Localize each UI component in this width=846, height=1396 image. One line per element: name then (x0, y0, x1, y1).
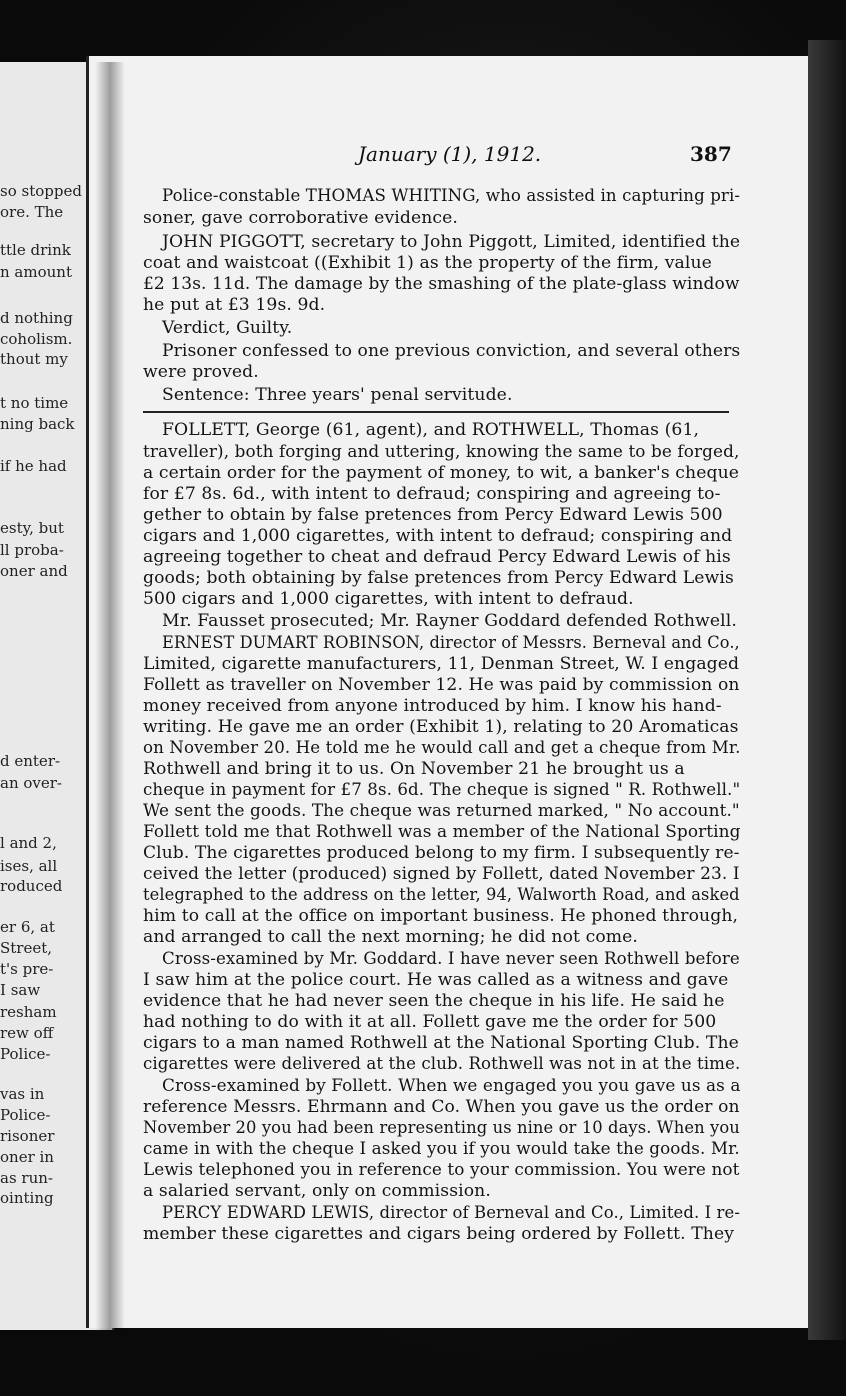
text-line: cigars to a man named Rothwell at the National Sporting Club. The (143, 1033, 739, 1053)
text-line: coat and waistcoat ((Exhibit 1) as the property of the firm, value (143, 253, 712, 273)
text-line: ceived the letter (produced) signed by Follett, dated November 23. I (143, 864, 740, 884)
text-line: Rothwell and bring it to us. On November 21 he brought us a (143, 759, 685, 779)
text-line: Police-constable THOMAS WHITING, who assisted in capturing pri- (162, 186, 741, 206)
text-line: money received from anyone introduced by him. I know his hand- (143, 696, 722, 716)
left-fragment: ning back (0, 415, 75, 433)
text-line: for £7 8s. 6d., with intent to defraud; conspiring and agreeing to- (143, 484, 721, 504)
text-line: came in with the cheque I asked you if you would take the goods. Mr. (143, 1139, 740, 1159)
text-line: Club. The cigarettes produced belong to my firm. I subsequently re- (143, 843, 740, 863)
text-line: member these cigarettes and cigars being ordered by Follett. They (143, 1224, 735, 1244)
left-fragment: Police- (0, 1045, 51, 1063)
text-line: and arranged to call the next morning; he did not come. (143, 927, 638, 947)
text-line: he put at £3 19s. 9d. (143, 295, 326, 315)
text-line: Prisoner confessed to one previous conviction, and several others (162, 341, 741, 361)
text-line: writing. He gave me an order (Exhibit 1), relating to 20 Aromaticas (143, 717, 739, 737)
page-edge (808, 40, 846, 1340)
text-line: November 20 you had been representing us nine or 10 days. When you (143, 1118, 740, 1138)
text-line: reference Messrs. Ehrmann and Co. When you gave us the order on (143, 1097, 740, 1117)
text-line: 500 cigars and 1,000 cigarettes, with intent to defraud. (143, 589, 634, 609)
text-line: gether to obtain by false pretences from Percy Edward Lewis 500 (143, 505, 723, 525)
left-fragment: t no time (0, 394, 69, 412)
text-line: ERNEST DUMART ROBINSON, director of Messrs. Berneval and Co., (162, 633, 740, 653)
text-line: agreeing together to cheat and defraud Percy Edward Lewis of his (143, 547, 731, 567)
left-fragment: an over- (0, 774, 62, 792)
left-fragment: t's pre- (0, 960, 54, 978)
text-line: him to call at the office on important business. He phoned through, (143, 906, 739, 926)
text-line: Verdict, Guilty. (162, 318, 293, 338)
text-line: cheque in payment for £7 8s. 6d. The cheque is signed " R. Rothwell." (143, 780, 741, 800)
left-fragment: coholism. (0, 330, 73, 348)
left-fragment: ore. The (0, 203, 64, 221)
gutter-shadow (95, 62, 125, 1330)
text-line: £2 13s. 11d. The damage by the smashing of the plate-glass window (143, 274, 740, 294)
text-line: traveller), both forging and uttering, knowing the same to be forged, (143, 442, 740, 462)
text-line: soner, gave corroborative evidence. (143, 208, 458, 228)
text-line: Mr. Fausset prosecuted; Mr. Rayner Goddard defended Rothwell. (162, 611, 737, 631)
section-divider (143, 411, 729, 413)
text-line: Sentence: Three years' penal servitude. (162, 385, 513, 405)
left-fragment: resham (0, 1003, 57, 1021)
left-fragment: d nothing (0, 309, 73, 327)
text-line: a certain order for the payment of money, to wit, a banker's cheque (143, 463, 740, 483)
left-fragment: ll proba- (0, 541, 64, 559)
left-fragment: oner and (0, 562, 68, 580)
running-head: January (1), 1912. (358, 142, 542, 166)
left-fragment: as run- (0, 1169, 53, 1187)
left-fragment: ointing (0, 1189, 54, 1207)
text-line: Cross-examined by Mr. Goddard. I have never seen Rothwell before (162, 949, 740, 969)
left-fragment: Street, (0, 939, 53, 957)
page-number: 387 (690, 142, 732, 166)
text-line: were proved. (143, 362, 259, 382)
text-line: FOLLETT, George (61, agent), and ROTHWELL, Thomas (61, (162, 420, 700, 440)
text-line: I saw him at the police court. He was called as a witness and gave (143, 970, 729, 990)
text-line: had nothing to do with it at all. Follett gave me the order for 500 (143, 1012, 717, 1032)
left-fragment: esty, but (0, 519, 64, 537)
left-fragment: ises, all (0, 857, 58, 875)
text-line: telegraphed to the address on the letter, 94, Walworth Road, and asked (143, 885, 740, 905)
left-fragment: thout my (0, 350, 68, 368)
left-fragment: er 6, at (0, 918, 55, 936)
left-fragment: n amount (0, 263, 72, 281)
left-fragment: oner in (0, 1148, 54, 1166)
text-line: Limited, cigarette manufacturers, 11, Denman Street, W. I engaged (143, 654, 740, 674)
left-fragment: ttle drink (0, 241, 71, 259)
left-fragment: Police- (0, 1106, 51, 1124)
left-fragment: d enter- (0, 752, 61, 770)
left-fragment: roduced (0, 877, 63, 895)
left-fragment: I saw (0, 981, 41, 999)
left-fragment: risoner (0, 1127, 55, 1145)
left-fragment: so stopped (0, 182, 82, 200)
text-line: Follett as traveller on November 12. He was paid by commission on (143, 675, 740, 695)
text-line: JOHN PIGGOTT, secretary to John Piggott, Limited, identified the (162, 232, 741, 252)
text-line: goods; both obtaining by false pretences from Percy Edward Lewis (143, 568, 734, 588)
text-line: cigarettes were delivered at the club. Rothwell was not in at the time. (143, 1054, 741, 1074)
text-line: Follett told me that Rothwell was a member of the National Sporting (143, 822, 741, 842)
left-fragment: vas in (0, 1085, 45, 1103)
left-fragment: l and 2, (0, 834, 57, 852)
text-line: We sent the goods. The cheque was returned marked, " No account." (143, 801, 740, 821)
left-fragment: rew off (0, 1024, 54, 1042)
text-line: evidence that he had never seen the cheque in his life. He said he (143, 991, 725, 1011)
text-line: Lewis telephoned you in reference to your commission. You were not (143, 1160, 740, 1180)
left-fragment: if he had (0, 457, 67, 475)
text-line: a salaried servant, only on commission. (143, 1181, 491, 1201)
text-line: Cross-examined by Follett. When we engaged you you gave us as a (162, 1076, 741, 1096)
text-line: PERCY EDWARD LEWIS, director of Berneval and Co., Limited. I re- (162, 1203, 741, 1223)
text-line: cigars and 1,000 cigarettes, with intent to defraud; conspiring and (143, 526, 733, 546)
text-line: on November 20. He told me he would call and get a cheque from Mr. (143, 738, 741, 758)
